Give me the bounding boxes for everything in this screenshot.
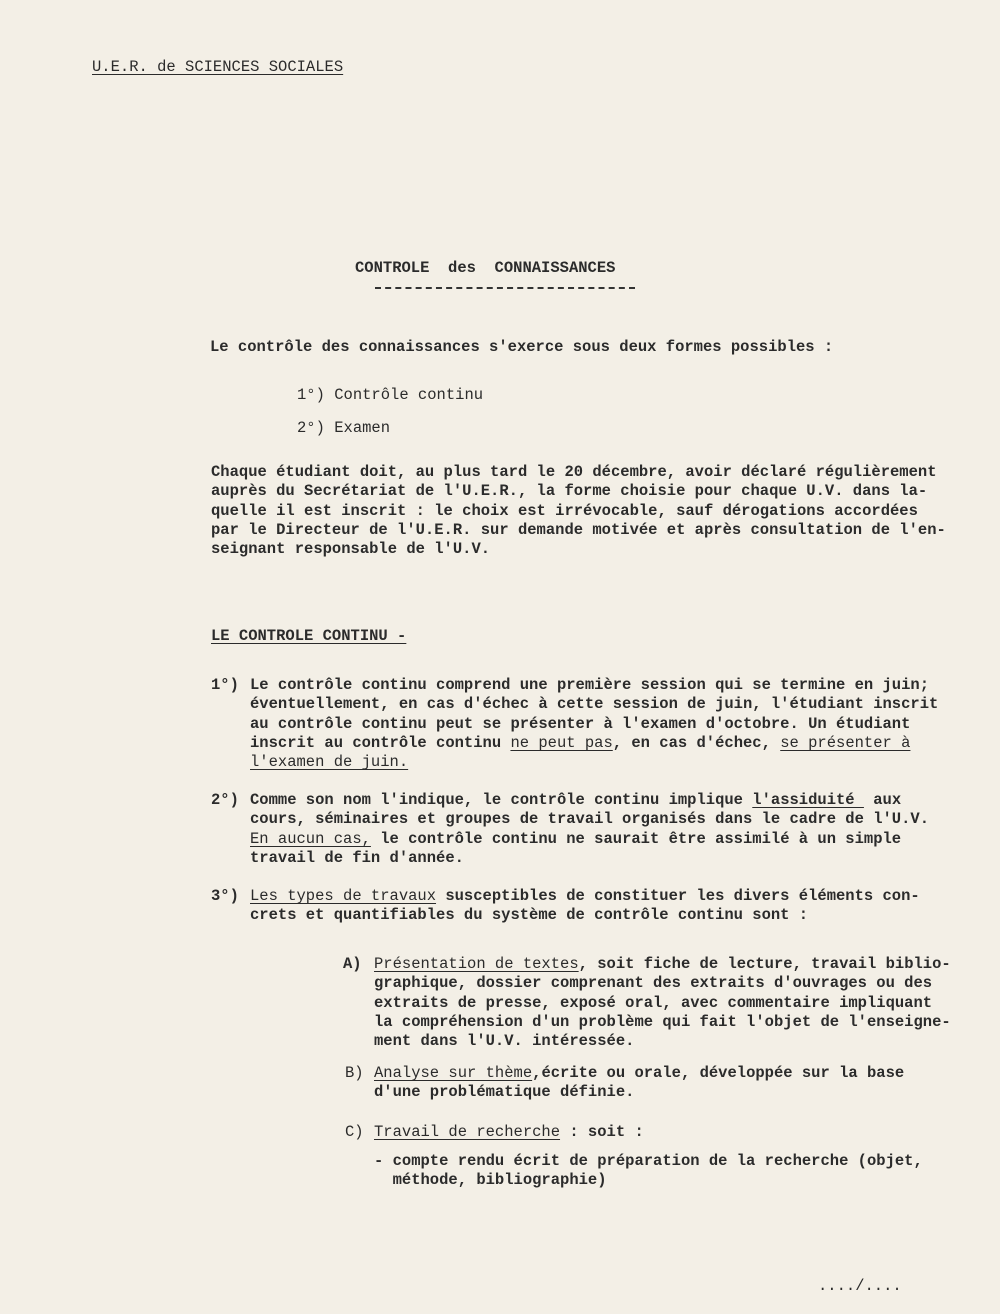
paragraph-line <box>250 791 929 810</box>
underlined-phrase: Travail de recherche <box>374 1123 561 1141</box>
paragraph-line: au contrôle continu peut se présenter à l'examen d'octobre. Un étudiant <box>250 714 911 733</box>
subpoint-b-letter: B) <box>345 1064 364 1082</box>
text-run: le contrôle continu ne saurait être assimilé à un simple <box>370 829 902 848</box>
paragraph-line: d'une problématique définie. <box>374 1083 635 1102</box>
form-number: 1°) <box>297 386 325 404</box>
underlined-phrase: se présenter à <box>780 733 911 752</box>
underlined-phrase: Analyse sur thème <box>374 1064 533 1082</box>
paragraph-line: auprès du Secrétariat de l'U.E.R., la forme choisie pour chaque U.V. dans la- <box>211 482 928 501</box>
paragraph-line: cours, séminaires et groupes de travail organisés dans le cadre de l'U.V. <box>250 810 930 829</box>
header-ufr: U.E.R. de SCIENCES SOCIALES <box>92 58 344 76</box>
text-run: , soit fiche de lecture, travail biblio- <box>578 955 951 973</box>
paragraph-line: extraits de presse, exposé oral, avec commentaire impliquant <box>374 993 933 1012</box>
paragraph-line: travail de fin d'année. <box>250 848 464 867</box>
paragraph-line: quelle il est inscrit : le choix est irrévocable, sauf dérogations accordées <box>211 501 918 520</box>
continuation-mark: ..../.... <box>818 1277 902 1295</box>
intro-sentence: Le contrôle des connaissances s'exerce sous deux formes possibles : <box>210 338 834 356</box>
paragraph-line: ment dans l'U.V. intéressée. <box>374 1032 635 1051</box>
title-word-3: CONNAISSANCES <box>494 259 616 277</box>
underlined-phrase: l'assiduité <box>752 791 864 809</box>
paragraph-line: graphique, dossier comprenant des extraits d'ouvrages ou des <box>374 974 933 993</box>
text-run: aux <box>863 791 902 809</box>
page-title <box>355 259 615 278</box>
subpoint-a-text <box>374 955 951 1051</box>
paragraph-line: - compte rendu écrit de préparation de la recherche (objet, <box>374 1152 923 1170</box>
paragraph-line <box>374 955 951 974</box>
paragraph-line: éventuellement, en cas d'échec à cette session de juin, l'étudiant inscrit <box>250 695 939 714</box>
section-heading: LE CONTROLE CONTINU - <box>211 627 407 645</box>
text-run: : soit : <box>560 1123 644 1141</box>
underlined-phrase: En aucun cas, <box>250 829 371 848</box>
paragraph-line: crets et quantifiables du système de contrôle continu sont : <box>250 906 809 925</box>
subpoint-c-detail <box>374 1152 923 1191</box>
point-3-number: 3°) <box>211 887 239 905</box>
title-underline <box>375 287 635 289</box>
paragraph-line <box>374 1123 644 1142</box>
title-word-2: des <box>448 259 476 277</box>
form-item-1 <box>297 386 483 405</box>
text-run: ,écrite ou orale, développée sur la base <box>532 1064 905 1082</box>
subpoint-c-text <box>374 1123 644 1142</box>
paragraph-line <box>374 1064 904 1083</box>
point-3-text <box>250 887 920 926</box>
form-number: 2°) <box>297 419 325 437</box>
text-run: , en cas d'échec, <box>612 733 781 752</box>
paragraph-line: par le Directeur de l'U.E.R. sur demande motivée et après consultation de l'en- <box>211 520 946 539</box>
paragraph-line: seignant responsable de l'U.V. <box>211 540 491 559</box>
paragraph-line <box>250 887 920 906</box>
text-run: Comme son nom l'indique, le contrôle continu implique <box>250 791 753 809</box>
point-1-number: 1°) <box>211 676 239 694</box>
choice-paragraph <box>211 463 946 559</box>
text-run: inscrit au contrôle continu <box>250 733 511 752</box>
point-2-number: 2°) <box>211 791 239 809</box>
title-word-1: CONTROLE <box>355 259 430 277</box>
form-item-2 <box>297 419 390 438</box>
point-2-text <box>250 791 929 868</box>
underlined-phrase: Présentation de textes <box>374 955 579 973</box>
form-label: Contrôle continu <box>334 386 484 404</box>
paragraph-line <box>250 830 929 849</box>
subpoint-a-letter: A) <box>343 955 362 973</box>
underlined-phrase: ne peut pas <box>510 733 613 752</box>
text-run: susceptibles de constituer les divers éléments con- <box>436 887 920 905</box>
underlined-phrase: Les types de travaux <box>250 887 437 905</box>
paragraph-line <box>250 734 938 753</box>
form-label: Examen <box>334 419 391 437</box>
subpoint-b-text <box>374 1064 904 1103</box>
paragraph-line: la compréhension d'un problème qui fait l'objet de l'enseigne- <box>374 1012 951 1031</box>
paragraph-line: Chaque étudiant doit, au plus tard le 20 décembre, avoir déclaré régulièrement <box>211 463 937 481</box>
subpoint-c-letter: C) <box>345 1123 364 1141</box>
paragraph-line: méthode, bibliographie) <box>374 1171 607 1190</box>
underlined-line: l'examen de juin. <box>250 753 409 772</box>
paragraph-line: Le contrôle continu comprend une première session qui se termine en juin; <box>250 676 930 694</box>
point-1-text <box>250 676 938 772</box>
